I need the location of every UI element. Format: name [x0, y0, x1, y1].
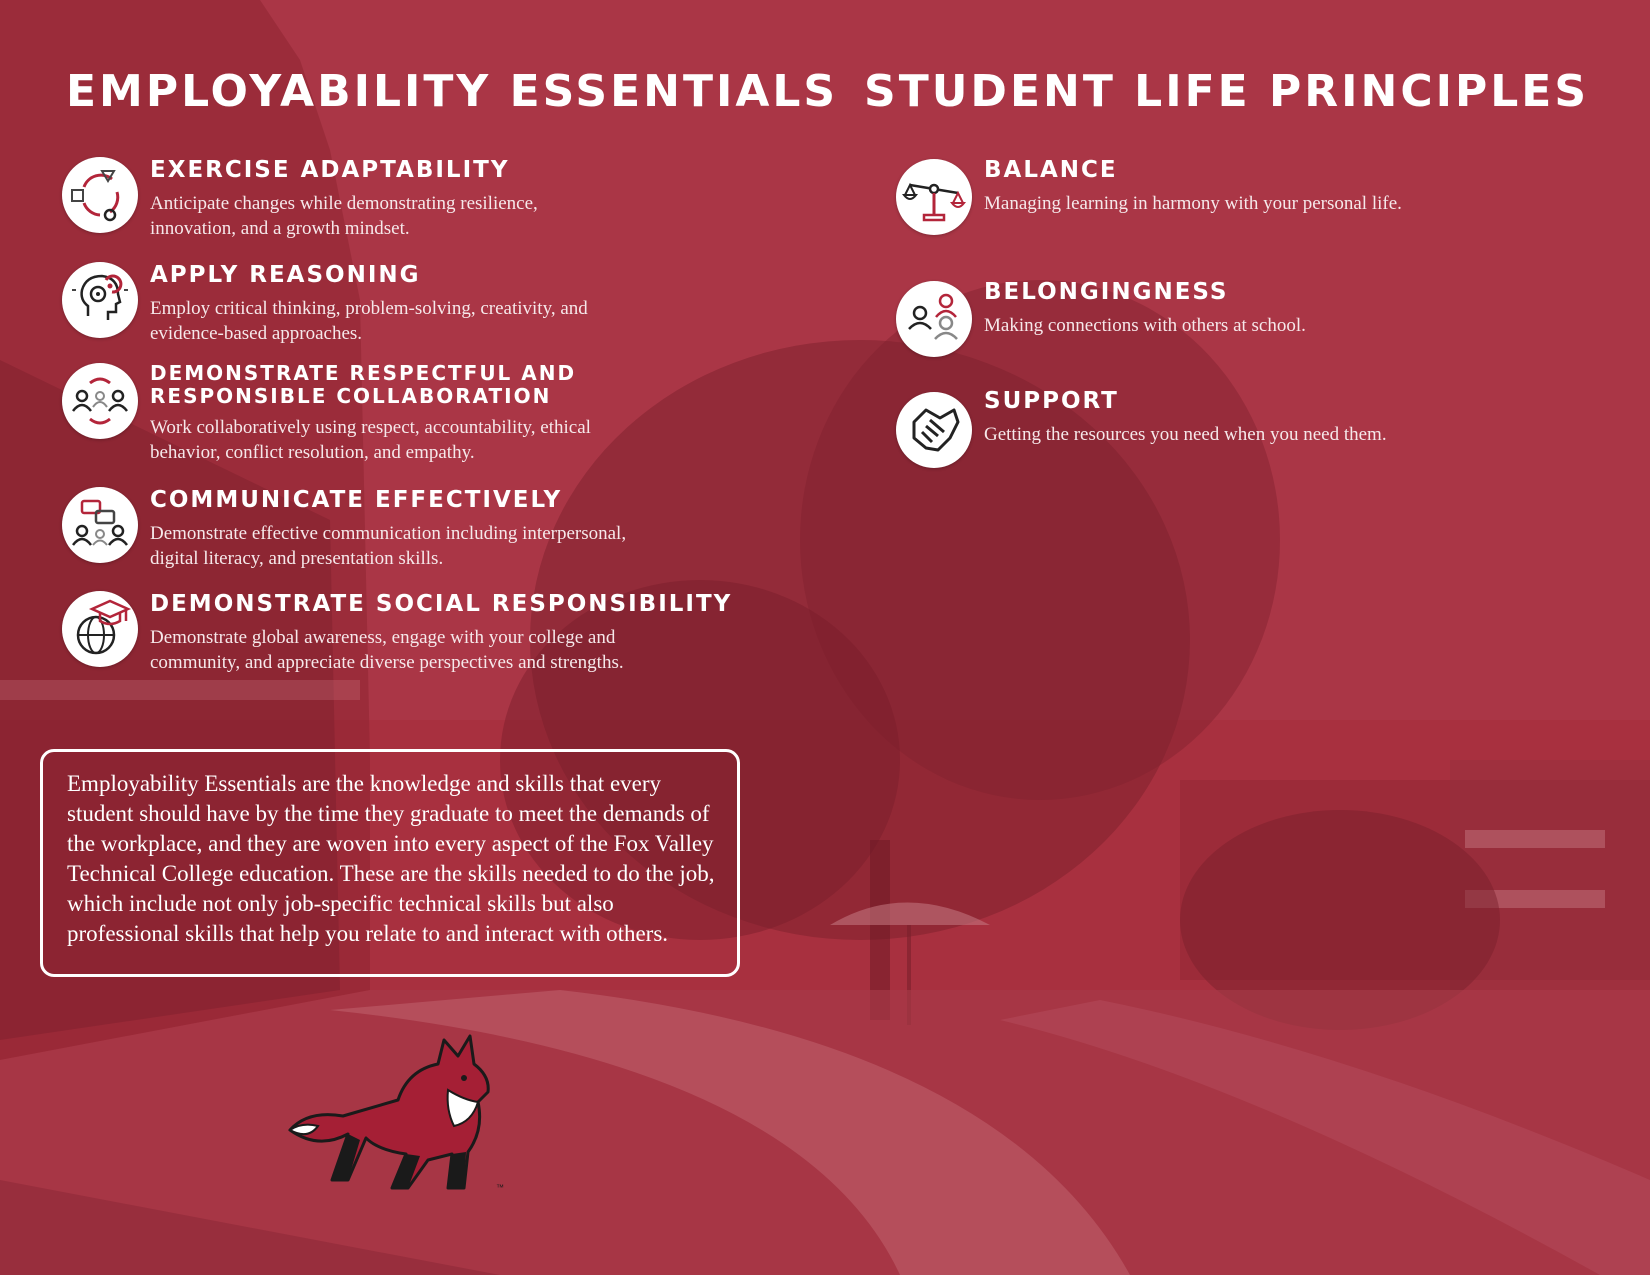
collaboration-title: DEMONSTRATE RESPECTFUL AND RESPONSIBLE COLLABORATION [150, 361, 577, 408]
reasoning-description: Employ critical thinking, problem-solving, creativity, and evidence-based approaches. [150, 298, 588, 344]
adaptability-title: EXERCISE ADAPTABILITY [150, 157, 510, 183]
balance-scale-icon [896, 159, 972, 235]
trademark-mark: ™ [496, 1183, 504, 1192]
adaptability-cycle-icon [62, 157, 138, 233]
handshake-icon [896, 392, 972, 468]
social-description: Demonstrate global awareness, engage with your college and community, and appreciate diverse perspectives and strengths. [150, 627, 624, 673]
collaboration-description: Work collaboratively using respect, accountability, ethical behavior, conflict resolution, and empathy. [150, 417, 591, 463]
employability-heading: EMPLOYABILITY ESSENTIALS [66, 66, 839, 117]
collaboration-people-icon [62, 363, 138, 439]
communicate-description: Demonstrate effective communication including interpersonal, digital literacy, and presentation skills. [150, 523, 627, 569]
communicate-title: COMMUNICATE EFFECTIVELY [150, 487, 563, 513]
employability-info-box [40, 749, 740, 977]
support-title: SUPPORT [984, 388, 1119, 414]
balance-title: BALANCE [984, 157, 1118, 183]
employability-info-text: Employability Essentials are the knowledge and skills that every student should have by the time they graduate to meet the demands of the workplace, and they are woven into every aspect of the Fox Valley Technical College education. These are the skills needed to do the job, which include not only job-specific technical skills but also professional skills that help you relate to and interact with others. [67, 771, 715, 946]
head-gears-icon [62, 262, 138, 338]
adaptability-description: Anticipate changes while demonstrating resilience, innovation, and a growth mindset. [150, 193, 538, 239]
belongingness-title: BELONGINGNESS [984, 279, 1229, 305]
group-people-icon [896, 281, 972, 357]
balance-description: Managing learning in harmony with your personal life. [984, 193, 1402, 214]
globe-graduation-cap-icon [62, 591, 138, 667]
student-life-heading: STUDENT LIFE PRINCIPLES [864, 66, 1590, 117]
fox-mascot [288, 1030, 518, 1195]
speech-bubbles-people-icon [62, 487, 138, 563]
social-title: DEMONSTRATE SOCIAL RESPONSIBILITY [150, 591, 733, 617]
reasoning-title: APPLY REASONING [150, 262, 421, 288]
belongingness-description: Making connections with others at school. [984, 315, 1306, 336]
support-description: Getting the resources you need when you need them. [984, 424, 1387, 445]
